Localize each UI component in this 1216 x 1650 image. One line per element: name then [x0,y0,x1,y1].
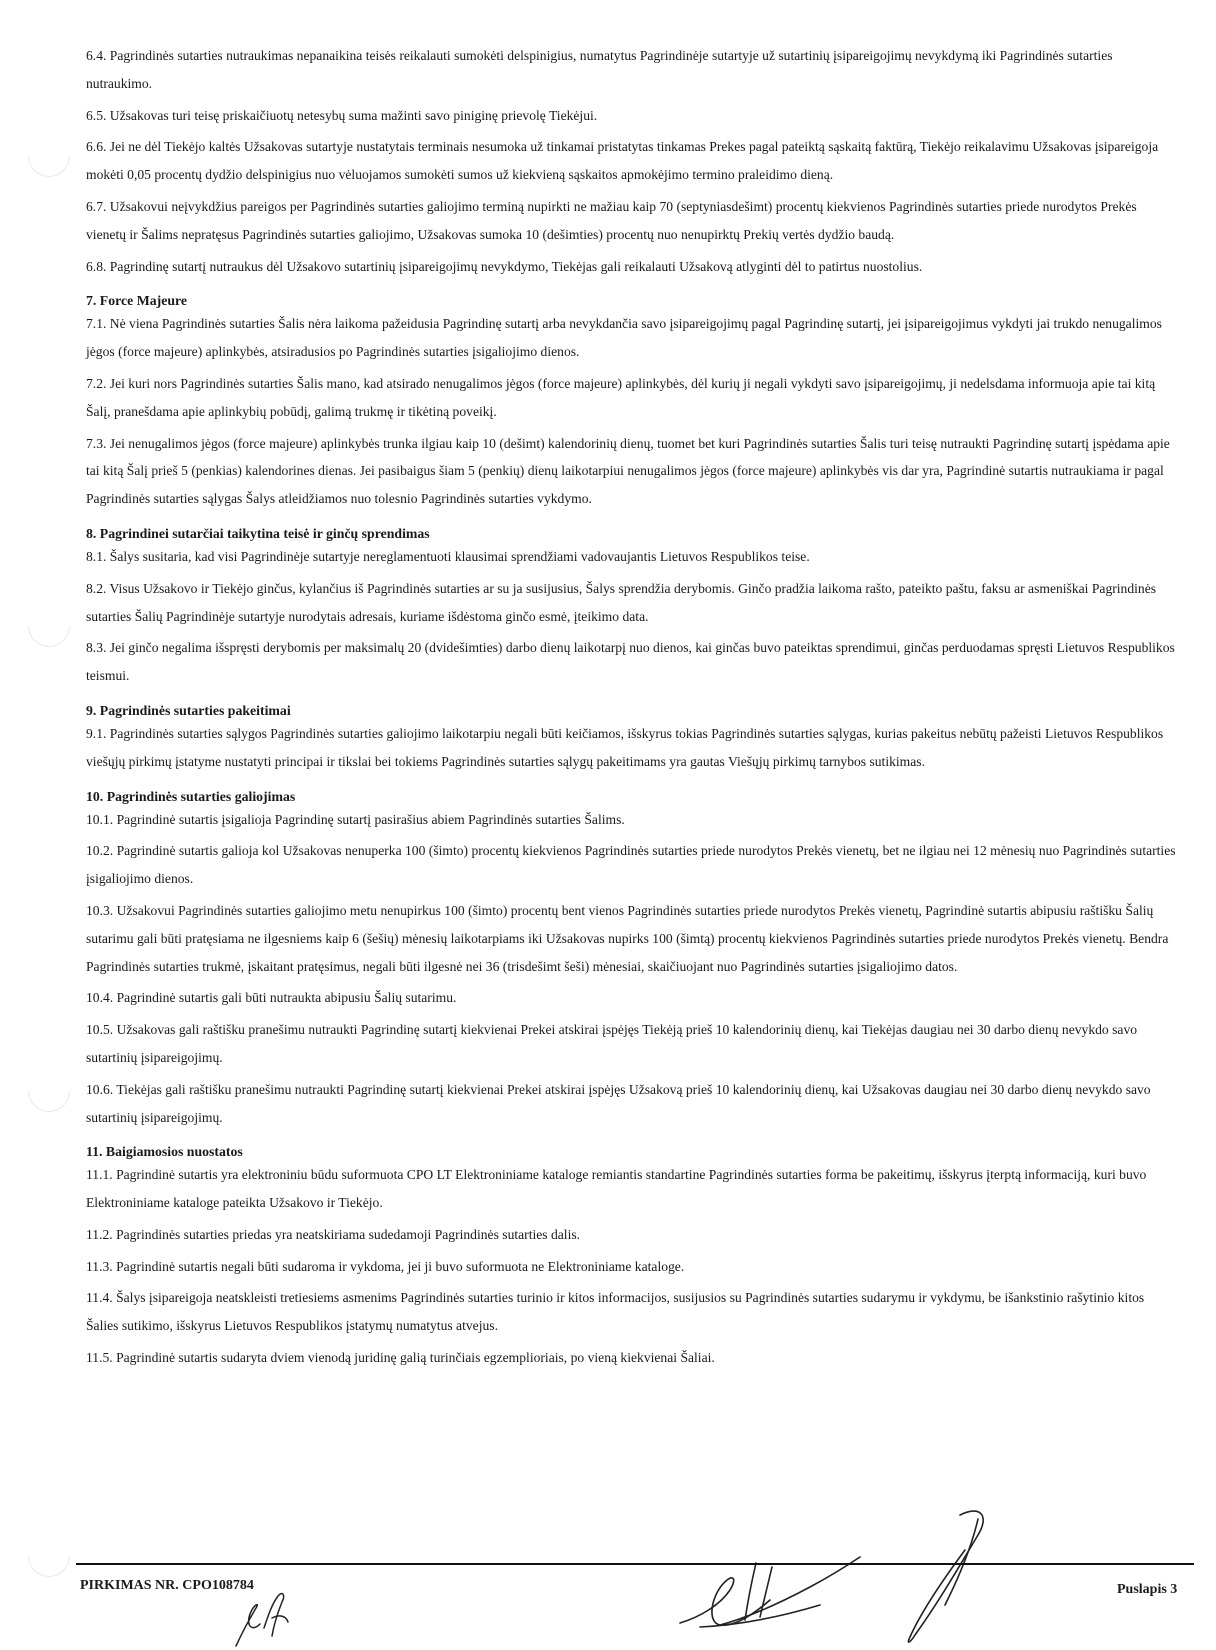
document-body [86,42,1176,1376]
paragraph-6-6: 6.6. Jei ne dėl Tiekėjo kaltės Užsakovas sutartyje nustatytais terminais nesumoka už tinkamai pristatytas tinkamas Prekes pagal pateiktą sąskaitą faktūrą, Tiekėjo reikalavimu Užsakovas įsipareigoja mokėti 0,05 procentų dydžio delspinigius nuo vėluojamos sumokėti sumos už kiekvieną sąskaitos apmokėjimo termino praleidimo dieną. [86,139,1159,183]
paragraph-10-3: 10.3. Užsakovui Pagrindinės sutarties galiojimo metu nenupirkus 100 (šimto) procentų bent vienos Pagrindinės sutarties priede nurodytos Prekės vienetų, Pagrindinė sutartis abipusiu raštišku Šalių sutarimu gali būti pratęsiama ne ilgesniems kaip 6 (šešių) mėnesių laikotarpiams iki Užsakovas nupirks 100 (šimtą) procentų kiekvienos Pagrindinės sutarties priede nurodytos Prekės vienetų. Bendra Pagrindinės sutarties trukmė, įskaitant pratęsimus, negali būti ilgesnė nei 36 (trisdešimt šeši) mėnesiai, skaičiuojant nuo Pagrindinės sutarties įsigaliojimo datos. [86,902,1169,974]
paragraph-6-7: 6.7. Užsakovui neįvykdžius pareigos per Pagrindinės sutarties galiojimo terminą nupirkti ne mažiau kaip 70 (septyniasdešimt) procentų kiekvienos Pagrindinės sutarties priede nurodytos Prekės vienetų ir Šalims nepratęsus Pagrindinės sutarties galiojimo, Užsakovas sumoka 10 (dešimties) procentų nuo nenupirktų Prekių vertės dydžio baudą. [86,198,1137,242]
paragraph-10-6: 10.6. Tiekėjas gali raštišku pranešimu nutraukti Pagrindinę sutartį kiekvienai Prekei atskirai įspėjęs Užsakovą prieš 10 kalendorinių dienų, kai Užsakovas daugiau nei 30 darbo dienų nevykdo savo sutartinių įsipareigojimų. [86,1081,1151,1125]
paragraph-10-4: 10.4. Pagrindinė sutartis gali būti nutraukta abipusiu Šalių sutarimu. [86,990,457,1006]
paragraph-11-2: 11.2. Pagrindinės sutarties priedas yra neatskiriama sudedamoji Pagrindinės sutarties dalis. [86,1226,581,1242]
signature-supplier [660,1505,1060,1650]
paragraph-11-1: 11.1. Pagrindinė sutartis yra elektroniniu būdu suformuota CPO LT Elektroniniame kataloge remiantis standartine Pagrindinės sutarties forma be pakeitimų, išskyrus įterptą informaciją, kuri buvo Elektroniniame kataloge pateikta Užsakovo ir Tiekėjo. [86,1167,1147,1211]
initials-signature [228,1588,298,1650]
paragraph-10-1: 10.1. Pagrindinė sutartis įsigalioja Pagrindinę sutartį pasirašius abiem Pagrindinės sutarties Šalims. [86,811,625,827]
section-10-heading: 10. Pagrindinės sutarties galiojimas [86,788,296,804]
paragraph-11-5: 11.5. Pagrindinė sutartis sudaryta dviem vienodą juridinę galią turinčiais egzemplioriais, po vieną kiekvienai Šaliai. [86,1350,715,1366]
paragraph-11-3: 11.3. Pagrindinė sutartis negali būti sudaroma ir vykdoma, jei ji buvo suformuota ne Elektroniniame kataloge. [86,1258,685,1274]
section-11-heading: 11. Baigiamosios nuostatos [86,1144,243,1160]
paragraph-7-1: 7.1. Nė viena Pagrindinės sutarties Šalis nėra laikoma pažeidusia Pagrindinę sutartį arba nevykdančia savo įsipareigojimų pagal Pagrindinę sutartį, jei įsipareigojimus vykdyti jai trukdo nenugalimos jėgos (force majeure) aplinkybės, atsiradusios po Pagrindinės sutarties įsigaliojimo dienos. [86,316,1162,360]
purchase-number: PIRKIMAS NR. CPO108784 [80,1578,254,1593]
paragraph-8-2: 8.2. Visus Užsakovo ir Tiekėjo ginčus, kylančius iš Pagrindinės sutarties ar su ja susijusius, Šalys sprendžia derybomis. Ginčo pradžia laikoma rašto, pateikto paštu, faksu ar asmeniškai Pagrindinės sutarties Šalių Pagrindinėje sutartyje nurodytais adresais, kuriame išdėstoma ginčo esmė, įteikimo data. [86,580,1157,624]
punch-hole-mark [19,126,78,185]
paragraph-7-3: 7.3. Jei nenugalimos jėgos (force majeure) aplinkybės trunka ilgiau kaip 10 (dešimt) kalendorinių dienų, tuomet bet kuri Pagrindinės sutarties Šalis turi teisę nutraukti Pagrindinę sutartį įspėdama apie tai kitą Šalį prieš 5 (penkias) kalendorines dienas. Jei pasibaigus šiam 5 (penkių) dienų laikotarpiui nenugalimos jėgos (force majeure) aplinkybės vis dar yra, Pagrindinė sutartis nutraukiama ir pagal Pagrindinės sutarties sąlygas Šalys atleidžiamos nuo tolesnio Pagrindinės sutarties vykdymo. [86,435,1170,507]
paragraph-8-3: 8.3. Jei ginčo negalima išspręsti derybomis per maksimalų 20 (dvidešimties) darbo dienų laikotarpį nuo dienos, kai ginčas buvo pateiktas sprendimui, ginčas perduodamas spręsti Lietuvos Respublikos teismui. [86,640,1175,684]
paragraph-8-1: 8.1. Šalys susitaria, kad visi Pagrindinėje sutartyje nereglamentuoti klausimai sprendžiami vadovaujantis Lietuvos Respublikos teise. [86,548,810,564]
paragraph-7-2: 7.2. Jei kuri nors Pagrindinės sutarties Šalis mano, kad atsirado nenugalimos jėgos (force majeure) aplinkybės, dėl kurių ji negali vykdyti savo įsipareigojimų, ji nedelsdama informuoja apie tai kitą Šalį, pranešdama apie aplinkybių pobūdį, galimą trukmę ir tikėtiną poveikį. [86,375,1156,419]
paragraph-6-8: 6.8. Pagrindinę sutartį nutraukus dėl Užsakovo sutartinių įsipareigojimų nevykdymo, Tiekėjas gali reikalauti Užsakovą atlyginti dėl to patirtus nuostolius. [86,258,923,274]
paragraph-6-5: 6.5. Užsakovas turi teisę priskaičiuotų netesybų suma mažinti savo piniginę prievolę Tiekėjui. [86,107,598,123]
punch-hole-mark [19,596,78,655]
page-number: Puslapis 3 [1117,1582,1178,1597]
paragraph-9-1: 9.1. Pagrindinės sutarties sąlygos Pagrindinės sutarties galiojimo laikotarpiu negali būti keičiamos, išskyrus tokias Pagrindinės sutarties sąlygas, kurias pakeitus nebūtų pažeisti Lietuvos Respublikos viešųjų pirkimų įstatyme nustatyti principai ir tikslai bei tokiems Pagrindinės sutarties sąlygų pakeitimams yra gautas Viešųjų pirkimų tarnybos sutikimas. [86,725,1164,769]
section-9-heading: 9. Pagrindinės sutarties pakeitimai [86,702,291,718]
paragraph-11-4: 11.4. Šalys įsipareigoja neatskleisti tretiesiems asmenims Pagrindinės sutarties turinio ir kitos informacijos, susijusios su Pagrindinės sutarties sudarymu ir vykdymu, be išankstinio rašytinio kitos Šalies sutikimo, išskyrus Lietuvos Respublikos įstatymų numatytus atvejus. [86,1290,1145,1334]
paragraph-10-5: 10.5. Užsakovas gali raštišku pranešimu nutraukti Pagrindinę sutartį kiekvienai Prekei atskirai įspėjęs Tiekėją prieš 10 kalendorinių dienų, kai Tiekėjas daugiau nei 30 darbo dienų nevykdo savo sutartinių įsipareigojimų. [86,1022,1138,1065]
punch-hole-mark [19,1526,78,1585]
section-7-heading: 7. Force Majeure [86,293,188,309]
paragraph-6-4: 6.4. Pagrindinės sutarties nutraukimas nepanaikina teisės reikalauti sumokėti delspinigius, numatytus Pagrindinėje sutartyje už sutartinių įsipareigojimų nevykdymą iki Pagrindinės sutarties nutraukimo. [86,48,1113,91]
section-8-heading: 8. Pagrindinei sutarčiai taikytina teisė ir ginčų sprendimas [86,525,430,541]
footer-divider [76,1563,1194,1565]
paragraph-10-2: 10.2. Pagrindinė sutartis galioja kol Užsakovas nenuperka 100 (šimto) procentų kiekvienos Pagrindinės sutarties priede nurodytos Prekės vienetų, bet ne ilgiau nei 12 mėnesių nuo Pagrindinės sutarties įsigaliojimo dienos. [86,843,1176,887]
punch-hole-mark [19,1061,78,1120]
